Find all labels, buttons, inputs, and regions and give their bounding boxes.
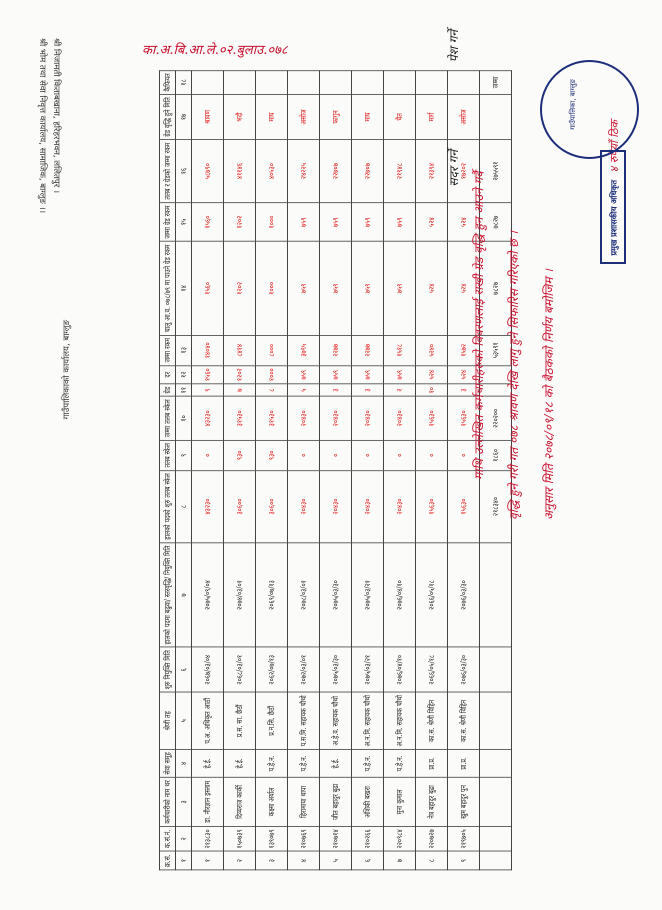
table-cell: ५२४ (416, 242, 448, 336)
table-cell: ७५९ (384, 365, 416, 384)
header-line-2: श्री भोम तथा सेवा निवृत्त कार्यालय, सामाजिक, बाग्लुङ ।। (37, 38, 47, 214)
table-cell: ५२४ (416, 365, 448, 384)
table-cell: २०७५/०९/०४ (192, 543, 224, 648)
table-cell: १५७२ (448, 335, 480, 365)
table-cell: २०७५/०३/२१ (352, 647, 384, 692)
table-cell: २०६६/०५/१८ (416, 543, 448, 648)
table-cell: हे.ई. (224, 749, 256, 777)
table-cell: ७५९ (352, 365, 384, 384)
table-cell: ३ (448, 384, 480, 397)
table-cell: ७५९ (288, 365, 320, 384)
table-cell: माघ (352, 94, 384, 139)
table-cell: २०४३० (352, 396, 384, 440)
table-cell: २२७०७ (352, 140, 384, 203)
column-header: जम्मा रकम (160, 335, 176, 365)
table-cell: का.स. श्रेणी विहिन (416, 692, 448, 749)
column-header: श्रेणी तह (160, 692, 176, 749)
table-cell: ८००० (256, 335, 288, 365)
table-cell: नेत्र बहादुर बुढा (416, 777, 448, 826)
table-cell: ७५९ (384, 203, 416, 242)
table-cell: डा. नीरज्ञान इस्लाम (192, 777, 224, 826)
table-cell: १००० (256, 365, 288, 384)
column-header: तलब स्केल (160, 440, 176, 470)
table-cell: ९ (448, 851, 480, 870)
total-cell (480, 826, 512, 851)
table-cell: २०७८/०३/०१ (288, 543, 320, 648)
table-cell: ७५९ (352, 203, 384, 242)
table-cell: हे.ई. (192, 749, 224, 777)
column-header: ग्रेड वृद्धि हुने मिति (160, 94, 176, 139)
table-cell: ६ (352, 851, 384, 870)
total-cell: १८६० (480, 440, 512, 470)
column-header: हालको पदमा बढुवा/ स्तरवृद्धि/ नियुक्ति मिति (160, 543, 176, 648)
column-number: ६ (176, 647, 192, 692)
table-cell: २०७४/०३/०१ (224, 543, 256, 648)
table-cell: हिरामाया थापा (288, 777, 320, 826)
table-cell: ७५९ (288, 203, 320, 242)
table-cell: ८ (256, 384, 288, 397)
table-cell: २०६२/०७/१३ (256, 647, 288, 692)
table-cell: चैत (384, 94, 416, 139)
table-cell: २१९४८ (384, 140, 416, 203)
table-cell (416, 70, 448, 94)
table-cell: २ (224, 851, 256, 870)
table-cell: ७५९ (384, 242, 416, 336)
column-number: १० (176, 396, 192, 440)
column-number: १३ (176, 335, 192, 365)
total-cell: २१८३४० (480, 470, 512, 542)
total-cell (480, 647, 512, 692)
table-cell: ३७९५ (288, 335, 320, 365)
table-cell (320, 70, 352, 94)
table-cell: कक्ष्मा अर्याल (256, 777, 288, 826)
table-cell: २०७६/०४/१० (384, 647, 416, 692)
table-cell (384, 70, 416, 94)
table-cell: ५२४ (448, 242, 480, 336)
table-body (192, 70, 512, 869)
table-row (352, 70, 384, 869)
table-cell: २२०९८४ (384, 826, 416, 851)
table-cell: ५ (288, 384, 320, 397)
table-cell: २०७६/०३/३० (448, 647, 480, 692)
table-cell: ३ (320, 384, 352, 397)
table-cell: ७५९ (288, 242, 320, 336)
column-number: २ (176, 826, 192, 851)
table-cell: ० (320, 440, 352, 470)
total-cell: ५३५९१ (480, 335, 512, 365)
table-cell: २०७५/०३/२१ (352, 543, 384, 648)
table-cell: १३९०७९ (256, 826, 288, 851)
approval-stamp-text: प्रमुख प्रशासकीय अधिकृत (609, 179, 619, 256)
table-cell: २०७६/०४/१० (384, 543, 416, 648)
table-cell (224, 70, 256, 94)
total-cell: ७८२७ (480, 242, 512, 336)
column-number: ७ (176, 543, 192, 648)
table-cell: ५२४ (448, 203, 480, 242)
column-number: १६ (176, 140, 192, 203)
table-cell: १००० (256, 203, 288, 242)
table-cell: २१९७०५ (448, 826, 480, 851)
table-cell: २२०७२७ (416, 826, 448, 851)
table-cell: २०७६/०३/३० (448, 543, 480, 648)
column-header: तलब र ग्रेडको जम्मा रकम (160, 140, 176, 203)
table-cell: १५६३० (416, 470, 448, 542)
table-cell: ५ (320, 851, 352, 870)
handwritten-note-1: माथि उल्लेखित कर्मचारीहरुको विवरणलाई राखी ग्रेड वृद्धि हुन आउने गर्दै (472, 171, 486, 480)
total-cell: २२०२०० (480, 396, 512, 440)
column-number: १ (176, 851, 192, 870)
table-cell: २०४३० (320, 396, 352, 440)
table-cell: २२७७ (352, 335, 384, 365)
table-cell: १२०२ (224, 242, 256, 336)
column-numbers (176, 70, 192, 869)
column-header: क.सं.नं. (160, 826, 176, 851)
table-cell: ४ (288, 851, 320, 870)
table-cell: असोज (288, 94, 320, 139)
table-cell: २०६८/०३/०१ (224, 647, 256, 692)
table-cell: जीत बहादुर बुढा (320, 777, 352, 826)
column-header: क्र.सं. (160, 851, 176, 870)
header-line-3: गाउँपालिकाको कार्यालय, बाग्लुङ (62, 320, 72, 420)
approval-stamp-box (600, 150, 626, 264)
table-cell: २१०७६९ (288, 826, 320, 851)
table-cell: ७५९ (320, 365, 352, 384)
prepared-by-label: पेश गर्ने (447, 30, 461, 63)
table-row (416, 70, 448, 869)
table-cell: १५०७३९ (224, 826, 256, 851)
table-cell: ७ (384, 851, 416, 870)
table-cell: ३१५३० (256, 396, 288, 440)
table-cell: १५६३० (448, 396, 480, 440)
column-number: ५ (176, 692, 192, 749)
table-cell: २०७५/०३/३० (320, 647, 352, 692)
table-row (192, 70, 224, 869)
table-cell: ८४१४ (224, 335, 256, 365)
table-cell: ७५९ (320, 203, 352, 242)
total-cell (480, 692, 512, 749)
table-cell: १७२०२ (448, 140, 480, 203)
table-cell: ४०५३० (256, 140, 288, 203)
column-header: ग्रेड (160, 384, 176, 397)
table-cell: २०४३० (384, 396, 416, 440)
approved-by-label: सदर गर्ने (447, 150, 461, 187)
column-number: ११ (176, 384, 192, 397)
table-cell (288, 70, 320, 94)
column-header: कर्मचारीको नाम थर (160, 777, 176, 826)
table-cell: २०४३० (288, 470, 320, 542)
table-cell: ० (352, 440, 384, 470)
table-cell: २०४३० (352, 470, 384, 542)
column-number: १४ (176, 242, 192, 336)
table-row (288, 70, 320, 869)
table-row (320, 70, 352, 869)
total-cell (480, 851, 512, 870)
table-cell: ५२४ (416, 203, 448, 242)
table-cell: २२७०७ (320, 140, 352, 203)
handwritten-note-3: अनुसार मिति २०७८/०९/१८ को बैठकको निर्णय बमोजिम । (542, 269, 556, 520)
table-cell: २०४३० (320, 470, 352, 542)
table-row (384, 70, 416, 869)
column-number: १८ (176, 70, 192, 94)
table-cell: २०४३० (288, 396, 320, 440)
column-header: शुरु नियुक्ति मिति (160, 647, 176, 692)
column-number: ३ (176, 777, 192, 826)
table-cell: प्रा.प्र. (416, 749, 448, 777)
table-cell: ० (448, 440, 480, 470)
table-cell: ७५९ (320, 242, 352, 336)
column-header: हालको पदको शुरु तलब स्केल (160, 470, 176, 542)
table-cell: अ.हे.व. सहायक चौथो (320, 692, 352, 749)
table-cell: ३०६०० (256, 470, 288, 542)
table-cell: ५२४० (416, 335, 448, 365)
table-cell: माघ (256, 94, 288, 139)
table-row (224, 70, 256, 869)
table-cell (192, 70, 224, 94)
round-stamp-text: गाउँपालिका, बाग्लुङ (568, 79, 577, 130)
table-cell: ९३० (256, 440, 288, 470)
table-cell: अ.न.मि. सहायक चौथो (352, 692, 384, 749)
table-cell: असोज (448, 94, 480, 139)
table-cell: १० (416, 384, 448, 397)
table-cell: प्र.न.सि. छैठौं (256, 692, 288, 749)
table-cell: २१०७१४ (320, 826, 352, 851)
header-line-1: श्री निजामती किताबखाना, हरिहरभवन, ललितपुर । (51, 38, 61, 194)
column-header: कैफियत (160, 70, 176, 94)
column-header: दर (160, 365, 176, 384)
table-cell: फागुन (320, 94, 352, 139)
table-cell (352, 70, 384, 94)
table-cell: अ.न.मि. सहायक चौथो (384, 692, 416, 749)
total-cell: २७५५९१ (480, 140, 512, 203)
table-cell: प.अ. अधिकृत आठौं (192, 692, 224, 749)
column-header: जम्मा ग्रेड रकम (160, 203, 176, 242)
table-cell: ७ (224, 384, 256, 397)
table-cell: प.हे.न. (384, 749, 416, 777)
table-cell: प.हे.न. (256, 749, 288, 777)
total-cell: जम्मा (480, 70, 512, 94)
round-office-stamp (540, 60, 639, 159)
table-cell: ३१५३० (224, 396, 256, 440)
total-cell (480, 749, 512, 777)
total-cell (480, 94, 512, 139)
table-cell: ० (288, 440, 320, 470)
column-headers (160, 70, 176, 869)
table-cell: १५६३० (416, 396, 448, 440)
table-cell: १५६० (192, 242, 224, 336)
side-handwritten-note: ४ रुपैयाँ ठिक (608, 120, 621, 173)
table-cell: प.स.मि. सहायक चौथो (288, 692, 320, 749)
table-cell: १५१८ (384, 335, 416, 365)
table-cell: ३०६०० (224, 470, 256, 542)
table-cell: ९३० (224, 440, 256, 470)
table-cell: १००० (256, 242, 288, 336)
table-cell: श्रावण (192, 94, 224, 139)
table-cell: १२०२ (224, 203, 256, 242)
column-number: ९ (176, 440, 192, 470)
table-cell: ५८७९० (192, 140, 224, 203)
table-cell: का.स. श्रेणी विहिन (448, 692, 480, 749)
table-cell: खुम बहादुर पुन (448, 777, 480, 826)
total-cell (480, 777, 512, 826)
table-cell: २१३९४ (416, 140, 448, 203)
total-cell: ७८२७ (480, 203, 512, 242)
table-cell: २ (384, 384, 416, 397)
table-cell: १२०२ (224, 365, 256, 384)
column-number: १२ (176, 365, 192, 384)
table-cell: २२७७ (320, 335, 352, 365)
handwritten-note-2: वृद्धि हुने गरी गत ०७८ श्रावण देखि लागु हुने सिफारिस गरिएको छ । (507, 231, 521, 520)
column-header: चालु आ.व. ०७८/७९ मा पाउने ग्रेड रकम (160, 242, 176, 336)
column-header: जम्मा तलब स्केल (160, 396, 176, 440)
table-cell: ० (192, 440, 224, 470)
table-cell: प.हे.न. (288, 749, 320, 777)
table-cell: १५६० (192, 203, 224, 242)
table-cell: १५६० (192, 365, 224, 384)
table-cell: ४३२३० (192, 396, 224, 440)
table-cell: १५६३० (448, 470, 480, 542)
table-cell: ८ (416, 851, 448, 870)
table-cell: २१०२६६ (352, 826, 384, 851)
table-cell: २०६९/०७/१३ (256, 543, 288, 648)
column-number: ८ (176, 470, 192, 542)
table-cell: ० (416, 440, 448, 470)
handwritten-note-ref: का.अ.बि.आ.ले.०२.बुलाउ.०७८ (142, 43, 288, 58)
table-cell: २०६६/०५/१८ (416, 647, 448, 692)
table-cell: हे.ई. (320, 749, 352, 777)
table-cell: मार्ग (416, 94, 448, 139)
table-cell: प्र.स. सा. छैठौं (224, 692, 256, 749)
table-cell: ४३२३० (192, 470, 224, 542)
table-cell: ५२४ (448, 365, 480, 384)
table-cell: १ (192, 851, 224, 870)
table-cell: प.हे.न. (352, 749, 384, 777)
table-row (256, 70, 288, 869)
table-cell: दिव्यराज कार्की (224, 777, 256, 826)
column-number: १७ (176, 94, 192, 139)
column-number: ४ (176, 749, 192, 777)
table-cell: २४२२५ (288, 140, 320, 203)
table-cell: ३ (352, 384, 384, 397)
table-cell: २०६७/०३/०४ (192, 647, 224, 692)
table-cell: भदौ (224, 94, 256, 139)
table-cell: ४११४६ (224, 140, 256, 203)
table-cell (448, 70, 480, 94)
table-cell: २०७२/०३/०१ (288, 647, 320, 692)
table-cell: ० (384, 440, 416, 470)
column-number: १५ (176, 203, 192, 242)
table-cell: २०७५/०३/३० (320, 543, 352, 648)
table-cell: २०४३० (384, 470, 416, 542)
table-cell: प्रा.प्र. (448, 749, 480, 777)
table-cell: मुना कुमाल (384, 777, 416, 826)
table-cell: १४०४० (192, 335, 224, 365)
employee-grade-table (159, 70, 512, 870)
table-cell (256, 70, 288, 94)
total-cell (480, 543, 512, 648)
table-cell: अंशिकी बखरा (352, 777, 384, 826)
table-cell: ३ (256, 851, 288, 870)
column-header: सेवा समूह (160, 749, 176, 777)
table-cell: ९ (192, 384, 224, 397)
table-cell: २१३८३० (192, 826, 224, 851)
table-cell: ७५९ (352, 242, 384, 336)
